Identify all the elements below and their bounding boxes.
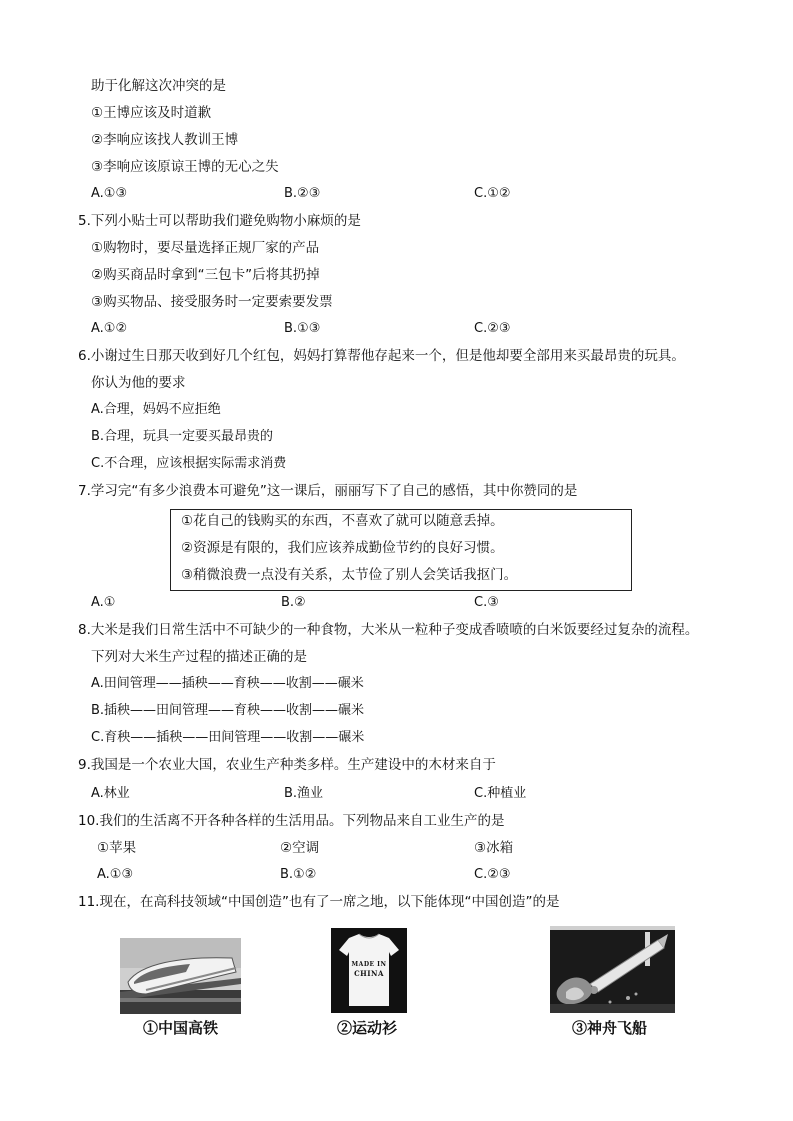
q7-box-line-3: ③稍微浪费一点没有关系，太节俭了别人会笑话我抠门。 (181, 567, 518, 583)
q7-option-c: C.③ (474, 595, 499, 610)
spacecraft-image (550, 926, 675, 1013)
caption-t-shirt: ②运动衫 (337, 1019, 398, 1037)
t-shirt-image (331, 928, 407, 1013)
q8-option-b: B.插秧——田间管理——育秧——收割——碾米 (91, 703, 365, 718)
q6-stem-2: 你认为他的要求 (91, 375, 186, 391)
q5-stem: 5.下列小贴士可以帮助我们避免购物小麻烦的是 (78, 213, 361, 229)
q4-stem-end: 助于化解这次冲突的是 (91, 78, 226, 94)
q5-option-c: C.②③ (474, 321, 511, 336)
q7-stem: 7.学习完“有多少浪费本可避免”这一课后，丽丽写下了自己的感悟，其中你赞同的是 (78, 483, 578, 499)
q10-option-a: A.①③ (97, 867, 134, 882)
q7-box-line-1: ①花自己的钱购买的东西，不喜欢了就可以随意丢掉。 (181, 513, 504, 529)
q6-stem: 6.小谢过生日那天收到好几个红包，妈妈打算帮他存起来一个，但是他却要全部用来买最昂贵的玩具。 (78, 348, 685, 364)
q7-option-b: B.② (281, 595, 306, 610)
q10-item-3: ③冰箱 (474, 840, 514, 856)
q4-item-2: ②李响应该找人教训王博 (91, 132, 239, 148)
q10-item-2: ②空调 (280, 840, 320, 856)
q7-option-a: A.① (91, 595, 116, 610)
q10-option-c: C.②③ (474, 867, 511, 882)
t-shirt-print-line-2: CHINA (354, 969, 384, 978)
q6-option-c: C.不合理，应该根据实际需求消费 (91, 456, 287, 471)
q4-option-a: A.①③ (91, 186, 128, 201)
q9-stem: 9.我国是一个农业大国，农业生产种类多样。生产建设中的木材来自于 (78, 757, 496, 773)
q9-option-a: A.林业 (91, 786, 130, 801)
q6-option-b: B.合理，玩具一定要买最昂贵的 (91, 429, 274, 444)
q5-item-1: ①购物时，要尽量选择正规厂家的产品 (91, 240, 320, 256)
q10-stem: 10.我们的生活离不开各种各样的生活用品。下列物品来自工业生产的是 (78, 813, 505, 829)
high-speed-train-image (120, 938, 241, 1014)
q6-option-a: A.合理，妈妈不应拒绝 (91, 402, 221, 417)
q8-stem: 8.大米是我们日常生活中不可缺少的一种食物，大米从一粒种子变成香喷喷的白米饭要经过复杂的流程。 (78, 622, 699, 638)
q10-item-1: ①苹果 (97, 840, 137, 856)
q4-option-c: C.①② (474, 186, 511, 201)
q9-option-b: B.渔业 (284, 786, 324, 801)
caption-high-speed-train: ①中国高铁 (143, 1019, 219, 1037)
q4-option-b: B.②③ (284, 186, 321, 201)
q10-option-b: B.①② (280, 867, 317, 882)
q8-option-a: A.田间管理——插秧——育秧——收割——碾米 (91, 676, 364, 691)
q7-box-line-2: ②资源是有限的，我们应该养成勤俭节约的良好习惯。 (181, 540, 504, 556)
q4-item-3: ③李响应该原谅王博的无心之失 (91, 159, 279, 175)
q5-item-2: ②购买商品时拿到“三包卡”后将其扔掉 (91, 267, 320, 283)
t-shirt-print-line-1: MADE IN (351, 961, 387, 968)
q5-item-3: ③购买物品、接受服务时一定要索要发票 (91, 294, 333, 310)
q9-option-c: C.种植业 (474, 786, 527, 801)
q8-stem-2: 下列对大米生产过程的描述正确的是 (91, 649, 307, 665)
q4-item-1: ①王博应该及时道歉 (91, 105, 212, 121)
caption-spacecraft: ③神舟飞船 (572, 1019, 648, 1037)
q8-option-c: C.育秧——插秧——田间管理——收割——碾米 (91, 730, 365, 745)
q5-option-b: B.①③ (284, 321, 321, 336)
q11-stem: 11.现在，在高科技领域“中国创造”也有了一席之地，以下能体现“中国创造”的是 (78, 894, 560, 910)
q5-option-a: A.①② (91, 321, 128, 336)
